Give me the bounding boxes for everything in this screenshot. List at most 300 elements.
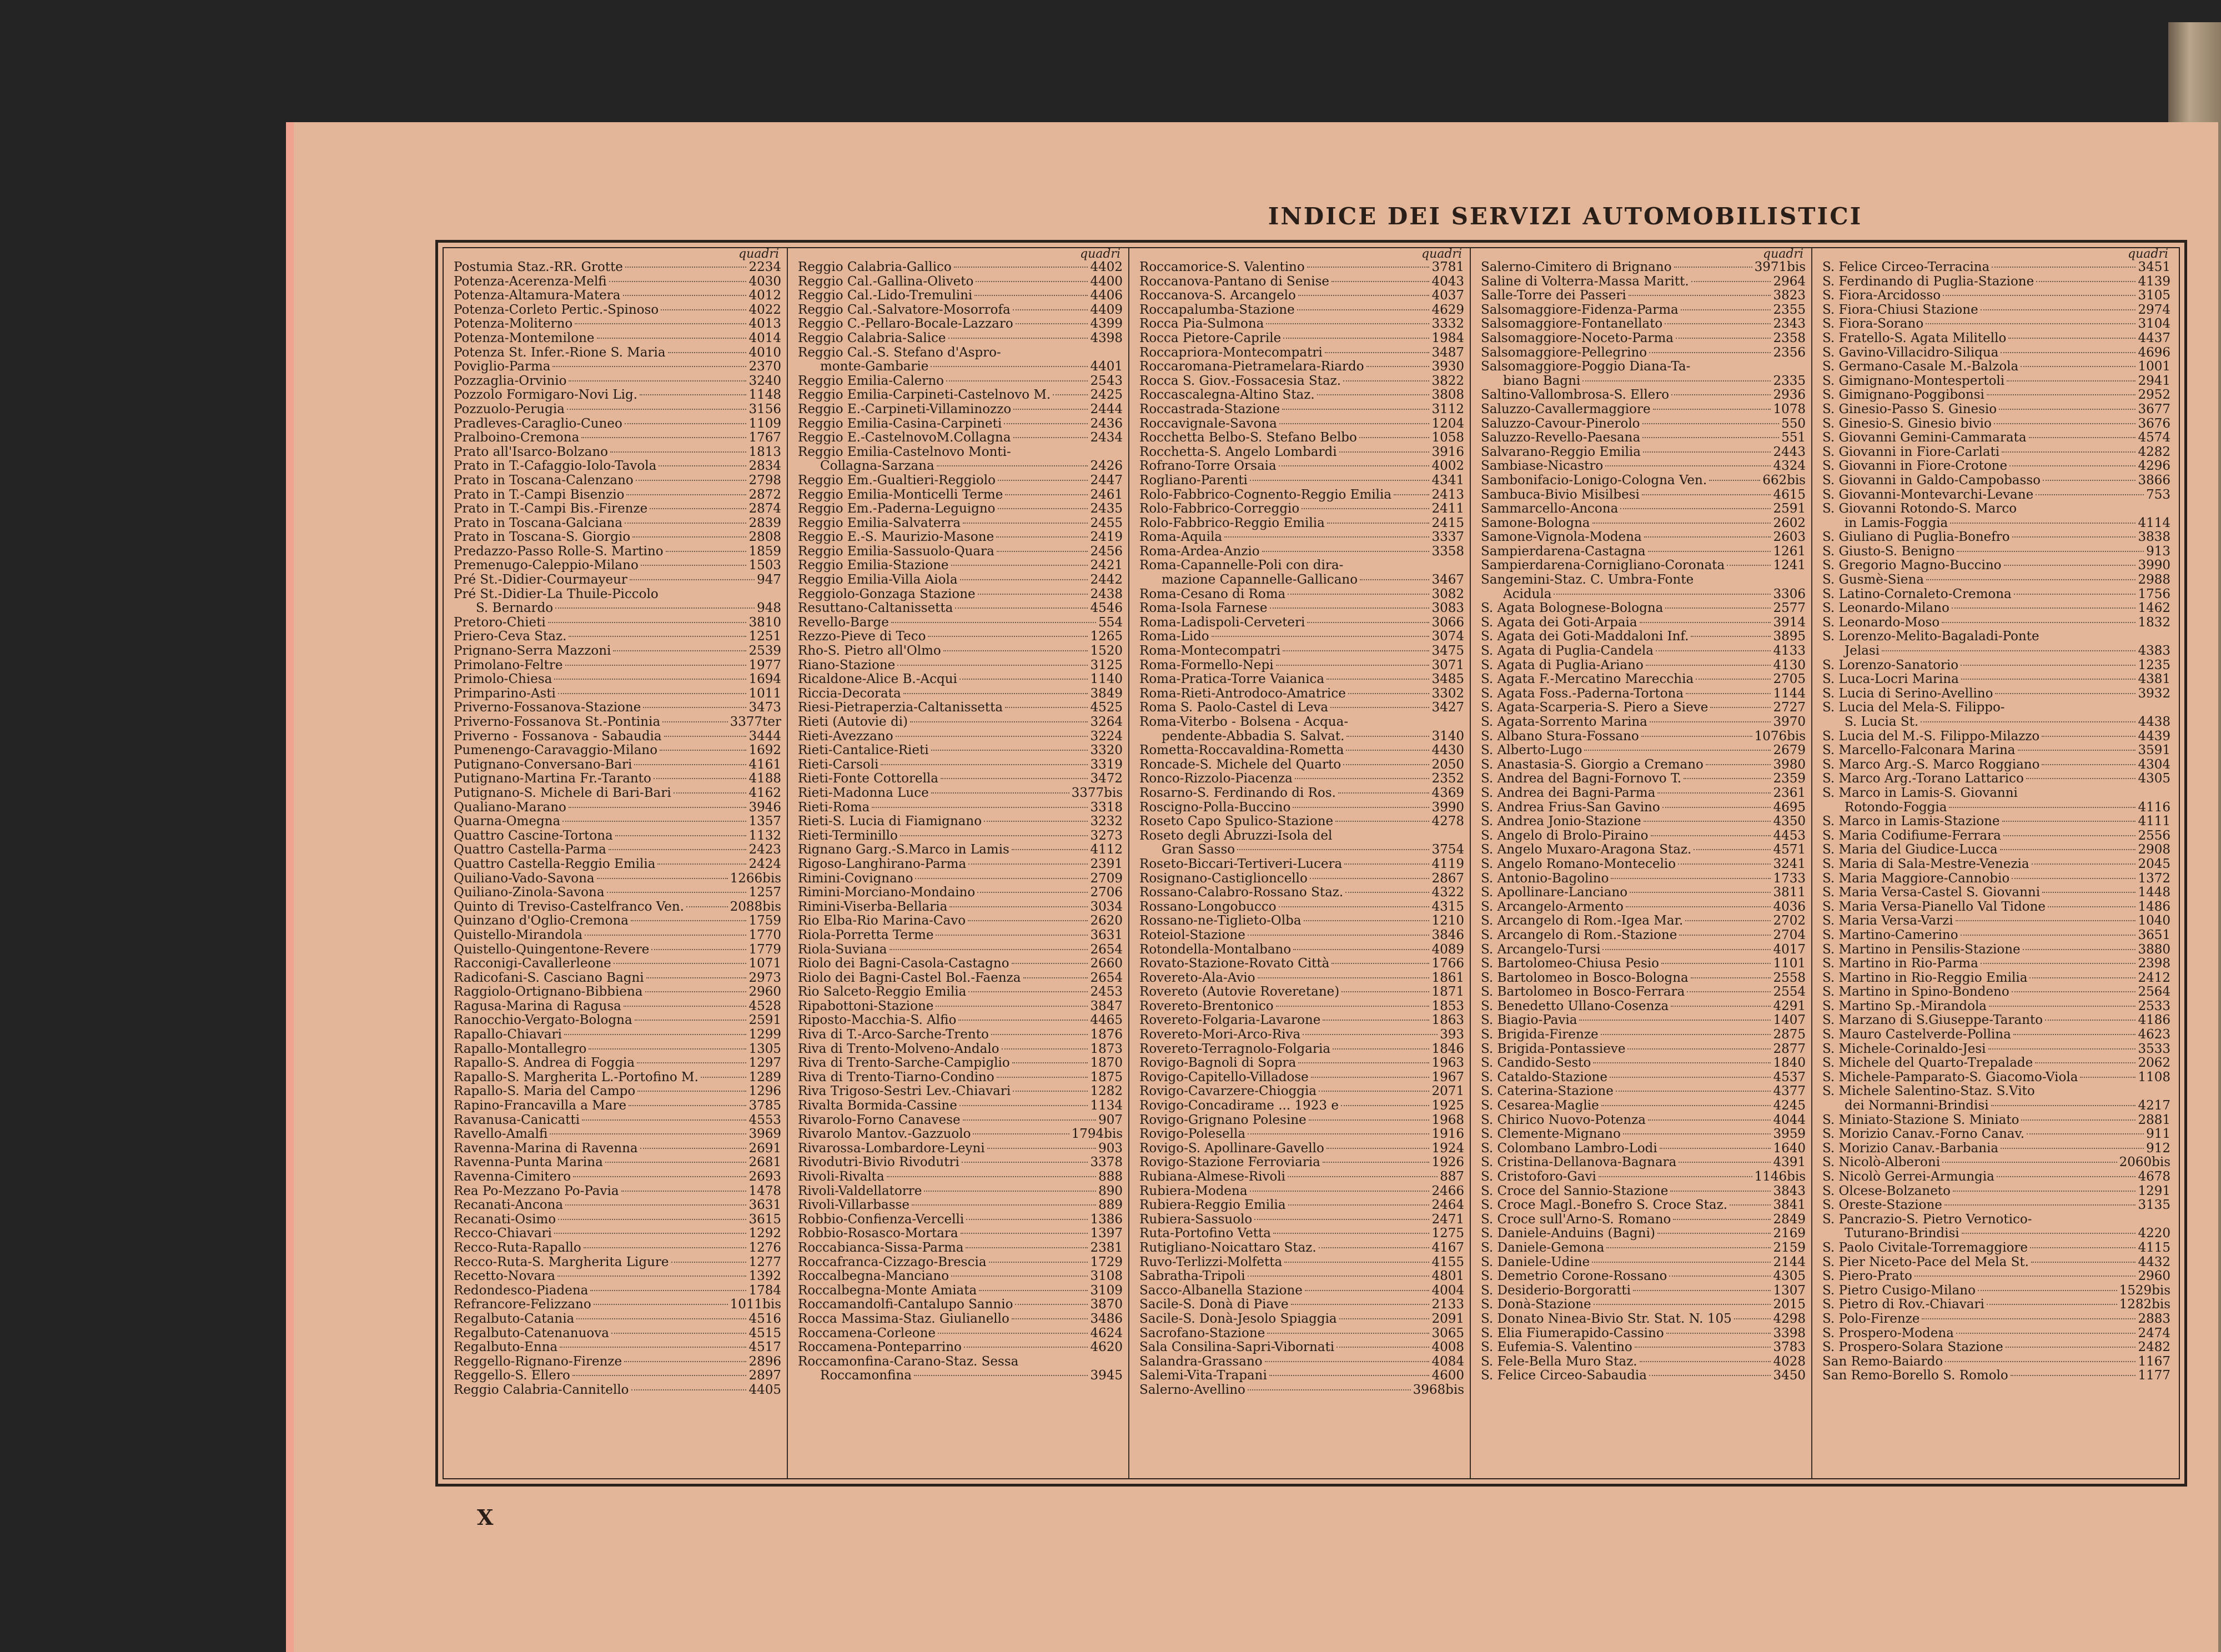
table-number: 2883 xyxy=(2138,1312,2170,1326)
index-entry xyxy=(1139,303,1464,318)
table-number: 4537 xyxy=(1773,1070,1806,1084)
route-name: Ranocchio-Vergato-Bologna xyxy=(454,1013,632,1028)
dot-leader xyxy=(637,1062,746,1063)
dot-leader xyxy=(1283,650,1429,651)
index-entry xyxy=(798,275,1123,289)
index-entry xyxy=(1139,588,1464,602)
route-name: Saluzzo-Revello-Paesana xyxy=(1481,431,1641,445)
index-entry xyxy=(1481,1042,1806,1057)
index-entry xyxy=(1822,630,2170,644)
table-number: 4084 xyxy=(1431,1354,1464,1369)
route-name: S. Arcangelo di Rom.-Igea Mar. xyxy=(1481,914,1684,928)
table-number: 4341 xyxy=(1431,473,1464,488)
table-number: 4245 xyxy=(1773,1099,1806,1113)
dot-leader xyxy=(1641,736,1752,737)
index-entry xyxy=(1822,1056,2170,1071)
table-number: 1040 xyxy=(2138,914,2170,928)
dot-leader xyxy=(2027,1133,2144,1134)
index-entry xyxy=(1481,360,1806,374)
dot-leader xyxy=(1648,1119,1771,1121)
table-number: 4017 xyxy=(1773,942,1806,957)
table-number: 3082 xyxy=(1431,587,1464,601)
table-number: 3473 xyxy=(748,701,781,715)
table-number: 3785 xyxy=(748,1099,781,1113)
index-entry xyxy=(1481,815,1806,829)
index-entry xyxy=(1139,701,1464,715)
route-name: Reggio Calabria-Gallico xyxy=(798,260,952,274)
route-name: Rieti-S. Lucia di Fiamignano xyxy=(798,815,982,829)
table-number: 3444 xyxy=(748,729,781,744)
table-number: 4695 xyxy=(1773,800,1806,815)
index-entry xyxy=(454,630,781,644)
dot-leader xyxy=(931,366,1088,367)
index-entry xyxy=(454,957,781,971)
index-entry xyxy=(1822,1127,2170,1142)
index-entry xyxy=(1139,1327,1464,1341)
index-entry xyxy=(1139,1099,1464,1113)
dot-leader xyxy=(1649,352,1771,353)
index-entry xyxy=(1822,1241,2170,1256)
route-name: Sabratha-Tripoli xyxy=(1139,1269,1245,1284)
dot-leader xyxy=(2002,451,2135,453)
index-entry xyxy=(1481,1312,1806,1327)
route-name: Quarna-Omegna xyxy=(454,815,561,829)
table-number: 1011bis xyxy=(730,1298,781,1312)
index-entry xyxy=(1139,1355,1464,1369)
dot-leader xyxy=(1710,707,1771,708)
route-name: Reggio Emilia-Stazione xyxy=(798,559,949,573)
index-entry xyxy=(454,1256,781,1270)
table-number: 2558 xyxy=(1773,971,1806,985)
dot-leader xyxy=(609,849,747,850)
table-number: 4401 xyxy=(1090,360,1123,374)
dot-leader xyxy=(1015,1304,1088,1305)
table-number: 3337 xyxy=(1431,530,1464,545)
index-entry xyxy=(1139,715,1464,730)
route-name: Sacrofano-Stazione xyxy=(1139,1326,1265,1340)
index-entry xyxy=(798,687,1123,701)
table-number: 3990 xyxy=(2138,559,2170,573)
route-name: S. Gavino-Villacidro-Siliqua xyxy=(1822,345,1999,360)
route-name: Potenza-Corleto Pertic.-Spinoso xyxy=(454,303,659,317)
table-number: 1277 xyxy=(748,1255,781,1269)
table-number: 1832 xyxy=(2138,615,2170,630)
route-name: S. Anastasia-S. Giorgio a Cremano xyxy=(1481,757,1704,772)
index-entry xyxy=(1822,886,2170,900)
table-number: 2896 xyxy=(748,1354,781,1369)
dot-leader xyxy=(1360,579,1429,580)
index-entry xyxy=(798,886,1123,900)
route-name: Reggio Emilia-Casina-Carpineti xyxy=(798,416,1002,431)
table-number: 2834 xyxy=(748,459,781,474)
route-name: Roma S. Paolo-Castel di Leva xyxy=(1139,701,1329,715)
index-entry xyxy=(1822,801,2170,815)
index-entry xyxy=(798,1084,1123,1099)
table-number: 2867 xyxy=(1431,871,1464,886)
index-entry xyxy=(1481,573,1806,588)
table-number: 1011 xyxy=(748,686,781,701)
route-name: Rieti-Roma xyxy=(798,800,870,815)
dot-leader xyxy=(548,622,747,623)
dot-leader xyxy=(931,750,1088,751)
index-entry xyxy=(1481,1170,1806,1184)
index-entry xyxy=(454,1028,781,1042)
route-name: Riola-Suviana xyxy=(798,942,887,957)
table-number: 3631 xyxy=(748,1198,781,1213)
table-number: 2564 xyxy=(2138,985,2170,1000)
dot-leader xyxy=(872,807,1088,808)
dot-leader xyxy=(937,465,1088,466)
table-number: 4406 xyxy=(1090,289,1123,303)
route-name: Samone-Bologna xyxy=(1481,516,1590,530)
index-entry xyxy=(1139,900,1464,915)
index-entry xyxy=(454,1042,781,1057)
dot-leader xyxy=(996,536,1088,538)
dot-leader xyxy=(966,1219,1088,1220)
index-entry xyxy=(1481,772,1806,786)
route-name: Roccafranca-Cizzago-Brescia xyxy=(798,1255,987,1269)
column-header: quadri xyxy=(1421,247,1462,261)
index-entry xyxy=(1822,1369,2170,1383)
table-number: 3783 xyxy=(1773,1340,1806,1355)
dot-leader xyxy=(1696,679,1771,680)
index-entry xyxy=(798,672,1123,687)
table-number: 1235 xyxy=(2138,658,2170,672)
route-name: S. Lorenzo-Melito-Bagaladi-Ponte xyxy=(1822,630,2039,644)
dot-leader xyxy=(569,807,747,808)
table-number: 2603 xyxy=(1773,530,1806,545)
index-entry xyxy=(454,1000,781,1014)
dot-leader xyxy=(2002,821,2136,822)
index-table xyxy=(435,240,2187,1487)
table-number: 3140 xyxy=(1431,729,1464,744)
dot-leader xyxy=(1012,1318,1088,1319)
index-entry xyxy=(1481,516,1806,531)
column-header: quadri xyxy=(1762,247,1803,261)
dot-leader xyxy=(1269,1375,1430,1376)
route-name: Samone-Vignola-Modena xyxy=(1481,530,1642,545)
table-number: 662bis xyxy=(1762,473,1806,488)
route-name: S. Pier Niceto-Pace del Mela St. xyxy=(1822,1255,2029,1269)
index-entry xyxy=(454,275,781,289)
index-entry xyxy=(1481,1198,1806,1213)
dot-leader xyxy=(1593,1062,1771,1063)
table-number: 3306 xyxy=(1773,587,1806,601)
table-number: 1784 xyxy=(748,1283,781,1298)
index-entry xyxy=(454,730,781,744)
route-name: S. Lorenzo-Sanatorio xyxy=(1822,658,1959,672)
table-number: 913 xyxy=(2146,544,2170,559)
route-name: Recco-Ruta-Rapallo xyxy=(454,1241,581,1255)
route-name: S. Agata Bolognese-Bologna xyxy=(1481,601,1664,616)
route-name: S. Michele del Quarto-Trepalade xyxy=(1822,1056,2033,1071)
route-name: Recco-Chiavari xyxy=(454,1227,552,1241)
route-name: S. Michele Salentino-Staz. S.Vito xyxy=(1822,1084,2035,1099)
index-entry xyxy=(1139,1000,1464,1014)
table-number: 2091 xyxy=(1431,1312,1464,1326)
table-number: 3533 xyxy=(2138,1042,2170,1056)
index-entry xyxy=(798,559,1123,573)
table-number: 4155 xyxy=(1431,1255,1464,1269)
table-number: 4044 xyxy=(1773,1113,1806,1127)
index-entry xyxy=(1822,360,2170,374)
table-number: 2877 xyxy=(1773,1042,1806,1056)
dot-leader xyxy=(2001,1148,2144,1149)
table-number: 1448 xyxy=(2138,886,2170,900)
index-entry xyxy=(454,1170,781,1184)
route-name: Potenza St. Infer.-Rione S. Maria xyxy=(454,345,666,360)
dot-leader xyxy=(1671,1006,1771,1007)
route-name: Roccapriora-Montecompatri xyxy=(1139,345,1323,360)
route-name: S. Donato Ninea-Bivio Str. Stat. N. 105 xyxy=(1481,1312,1732,1326)
dot-leader xyxy=(991,1034,1088,1035)
index-entry xyxy=(1139,1013,1464,1028)
dot-leader xyxy=(668,352,747,353)
dot-leader xyxy=(968,991,1088,992)
route-name: S. Nicolò Gerrei-Armungia xyxy=(1822,1170,1994,1184)
index-entry xyxy=(1822,1042,2170,1057)
dot-leader xyxy=(636,480,747,481)
route-name: Redondesco-Piadena xyxy=(454,1283,589,1298)
table-number: 1109 xyxy=(748,416,781,431)
route-name: Reggio E.-Carpineti-Villaminozzo xyxy=(798,402,1012,416)
table-number: 4304 xyxy=(2138,757,2170,772)
dot-leader xyxy=(590,1290,746,1291)
route-name: Quinto di Treviso-Castelfranco Ven. xyxy=(454,900,684,914)
dot-leader xyxy=(1686,693,1771,694)
table-number: 4430 xyxy=(1431,744,1464,758)
table-number: 2679 xyxy=(1773,744,1806,758)
index-entry xyxy=(1139,971,1464,986)
route-name: S. Maria Maggiore-Cannobio xyxy=(1822,871,2010,886)
route-name: Quattro Castella-Parma xyxy=(454,843,606,857)
dot-leader xyxy=(924,1191,1096,1192)
table-number: 551 xyxy=(1781,431,1806,445)
dot-leader xyxy=(2042,764,2135,765)
index-entry xyxy=(454,715,781,730)
route-name: S. Giusto-S. Benigno xyxy=(1822,544,1955,559)
route-name: S. Gimignano-Poggibonsi xyxy=(1822,388,1984,403)
dot-leader xyxy=(581,437,746,438)
index-entry xyxy=(1139,928,1464,943)
route-name: S. Fiora-Sorano xyxy=(1822,317,1924,332)
route-name: Roccalbegna-Monte Amiata xyxy=(798,1283,977,1298)
dot-leader xyxy=(1630,892,1771,893)
dot-leader xyxy=(987,1148,1096,1149)
index-entry xyxy=(454,601,781,616)
index-entry xyxy=(1139,1198,1464,1213)
table-number: 3451 xyxy=(2138,260,2170,274)
index-entry xyxy=(454,1099,781,1113)
index-entry xyxy=(1481,644,1806,659)
route-name: S. Maria del Giudice-Lucca xyxy=(1822,843,1998,857)
route-name: Rotondella-Montalbano xyxy=(1139,942,1292,957)
table-number: 3849 xyxy=(1090,686,1123,701)
index-entry xyxy=(454,758,781,772)
dot-leader xyxy=(645,991,747,992)
table-number: 2960 xyxy=(748,985,781,1000)
table-number: 4398 xyxy=(1090,331,1123,345)
dot-leader xyxy=(1002,1048,1088,1050)
index-entry xyxy=(1139,459,1464,474)
table-number: 4629 xyxy=(1431,303,1464,317)
index-entry xyxy=(1139,829,1464,843)
table-number: 3475 xyxy=(1431,644,1464,659)
table-number: 2050 xyxy=(1431,757,1464,772)
index-entry xyxy=(1481,445,1806,460)
dot-leader xyxy=(629,1105,746,1106)
index-entry xyxy=(1481,1355,1806,1369)
dot-leader xyxy=(2036,281,2135,282)
dot-leader xyxy=(650,508,746,509)
index-entry xyxy=(1822,1170,2170,1184)
route-name: Regalbuto-Catania xyxy=(454,1312,575,1326)
index-entry xyxy=(1481,1028,1806,1042)
route-name: Prato all'Isarco-Bolzano xyxy=(454,445,609,459)
route-name: Rolo-Fabbrico-Reggio Emilia xyxy=(1139,516,1325,530)
route-name: Reggio Emilia-Villa Aiola xyxy=(798,573,958,588)
index-entry xyxy=(1139,744,1464,758)
route-name: Pozzolo Formigaro-Novi Lig. xyxy=(454,388,638,403)
index-entry xyxy=(1481,303,1806,318)
index-entry xyxy=(454,1327,781,1341)
dot-leader xyxy=(643,707,746,708)
table-number: 3990 xyxy=(1431,800,1464,815)
index-entry xyxy=(1822,530,2170,545)
dot-leader xyxy=(1282,409,1429,410)
dot-leader xyxy=(1346,736,1429,737)
route-name: S. Martino in Spino-Bondeno xyxy=(1822,985,2009,1000)
route-name: S. Fratello-S. Agata Militello xyxy=(1822,331,2007,345)
table-number: 2533 xyxy=(2138,999,2170,1013)
route-name: Roccamonfina-Carano-Staz. Sessa xyxy=(798,1354,1019,1369)
route-name: Rubiera-Reggio Emilia xyxy=(1139,1198,1286,1213)
index-entry xyxy=(1139,374,1464,389)
table-number: 1292 xyxy=(748,1227,781,1241)
table-number: 3651 xyxy=(2138,928,2170,942)
dot-leader xyxy=(1345,892,1429,893)
route-name: S. Prospero-Modena xyxy=(1822,1326,1954,1340)
index-entry xyxy=(454,1227,781,1241)
index-entry xyxy=(1139,403,1464,417)
dot-leader xyxy=(1288,1176,1438,1177)
dot-leader xyxy=(660,750,746,751)
route-name: Rovigo-Bagnoli di Sopra xyxy=(1139,1056,1297,1071)
dot-leader xyxy=(1961,935,2136,936)
dot-leader xyxy=(1273,1233,1430,1234)
route-name: Riesi-Pietraperzia-Caltanissetta xyxy=(798,701,1003,715)
dot-leader xyxy=(2029,437,2136,438)
table-number: 3427 xyxy=(1431,701,1464,715)
index-entry xyxy=(1481,1184,1806,1199)
table-number: 3932 xyxy=(2138,686,2170,701)
table-number: 4305 xyxy=(2138,772,2170,786)
dot-leader xyxy=(1012,849,1088,850)
route-name: S. Colombano Lambro-Lodi xyxy=(1481,1141,1657,1156)
dot-leader xyxy=(2021,366,2135,367)
table-number: 3156 xyxy=(748,402,781,416)
table-number: 4600 xyxy=(1431,1369,1464,1383)
dot-leader xyxy=(1666,1333,1771,1334)
index-entry xyxy=(1139,431,1464,445)
dot-leader xyxy=(1956,920,2136,921)
dot-leader xyxy=(575,323,746,324)
index-entry xyxy=(798,659,1123,673)
route-name: Salvarano-Reggio Emilia xyxy=(1481,445,1641,459)
dot-leader xyxy=(2023,949,2136,950)
route-name: Rovigo-Grignano Polesine xyxy=(1139,1113,1307,1127)
index-entry xyxy=(1481,601,1806,616)
route-name: S. Mauro Castelverde-Pollina xyxy=(1822,1028,2011,1042)
route-name: S. Maria di Sala-Mestre-Venezia xyxy=(1822,857,2029,871)
dot-leader xyxy=(1981,963,2136,964)
index-entry xyxy=(1139,1269,1464,1284)
table-number: 4405 xyxy=(748,1383,781,1397)
dot-leader xyxy=(1644,821,1771,822)
index-entry xyxy=(454,1269,781,1284)
route-name: Gran Sasso xyxy=(1162,843,1235,857)
dot-leader xyxy=(597,338,747,339)
index-entry xyxy=(454,1241,781,1256)
table-number: 1134 xyxy=(1090,1099,1123,1113)
table-number: 4298 xyxy=(1773,1312,1806,1326)
route-name: Sacco-Albanella Stazione xyxy=(1139,1283,1303,1298)
index-entry xyxy=(1139,772,1464,786)
route-name: Radicofani-S. Casciano Bagni xyxy=(454,971,644,985)
route-name: S. Daniele-Udine xyxy=(1481,1255,1590,1269)
route-name: Roseto degli Abruzzi-Isola del xyxy=(1139,828,1333,843)
route-name: Refrancore-Felizzano xyxy=(454,1298,591,1312)
index-entry xyxy=(1481,1213,1806,1227)
index-entry xyxy=(454,971,781,986)
dot-leader xyxy=(974,295,1088,296)
table-number: 2727 xyxy=(1773,701,1806,715)
dot-leader xyxy=(959,679,1088,680)
route-name: Rivodutri-Bivio Rivodutri xyxy=(798,1156,959,1170)
table-number: 2443 xyxy=(1773,445,1806,459)
index-entry xyxy=(1822,928,2170,943)
table-number: 1794bis xyxy=(1071,1127,1123,1142)
table-number: 3241 xyxy=(1773,857,1806,871)
dot-leader xyxy=(609,281,747,282)
table-number: 4114 xyxy=(2138,516,2170,530)
route-name: Rogliano-Parenti xyxy=(1139,473,1248,488)
dot-leader xyxy=(1961,679,2136,680)
table-number: 3866 xyxy=(2138,473,2170,488)
dot-leader xyxy=(1224,536,1429,538)
index-entry xyxy=(1822,715,2170,730)
dot-leader xyxy=(664,736,747,737)
index-entry xyxy=(798,829,1123,843)
table-number: 3302 xyxy=(1431,686,1464,701)
dot-leader xyxy=(2045,1020,2135,1021)
index-entry xyxy=(798,1327,1123,1341)
table-number: 3377ter xyxy=(730,715,781,729)
route-name: Roma-Isola Farnese xyxy=(1139,601,1268,616)
dot-leader xyxy=(1237,849,1429,850)
route-name: Rosarno-S. Ferdinando di Ros. xyxy=(1139,786,1336,800)
route-name: Rimini-Morciano-Mondaino xyxy=(798,886,976,900)
table-number: 1204 xyxy=(1431,416,1464,431)
table-number: 4517 xyxy=(748,1340,781,1355)
table-number: 2456 xyxy=(1090,544,1123,559)
index-entry xyxy=(1822,559,2170,573)
route-name: S. Prospero-Solara Stazione xyxy=(1822,1340,2003,1355)
index-entry xyxy=(798,1042,1123,1057)
dot-leader xyxy=(1013,1091,1088,1092)
dot-leader xyxy=(1331,963,1429,964)
route-name: Roseto-Biccari-Tertiveri-Lucera xyxy=(1139,857,1343,871)
